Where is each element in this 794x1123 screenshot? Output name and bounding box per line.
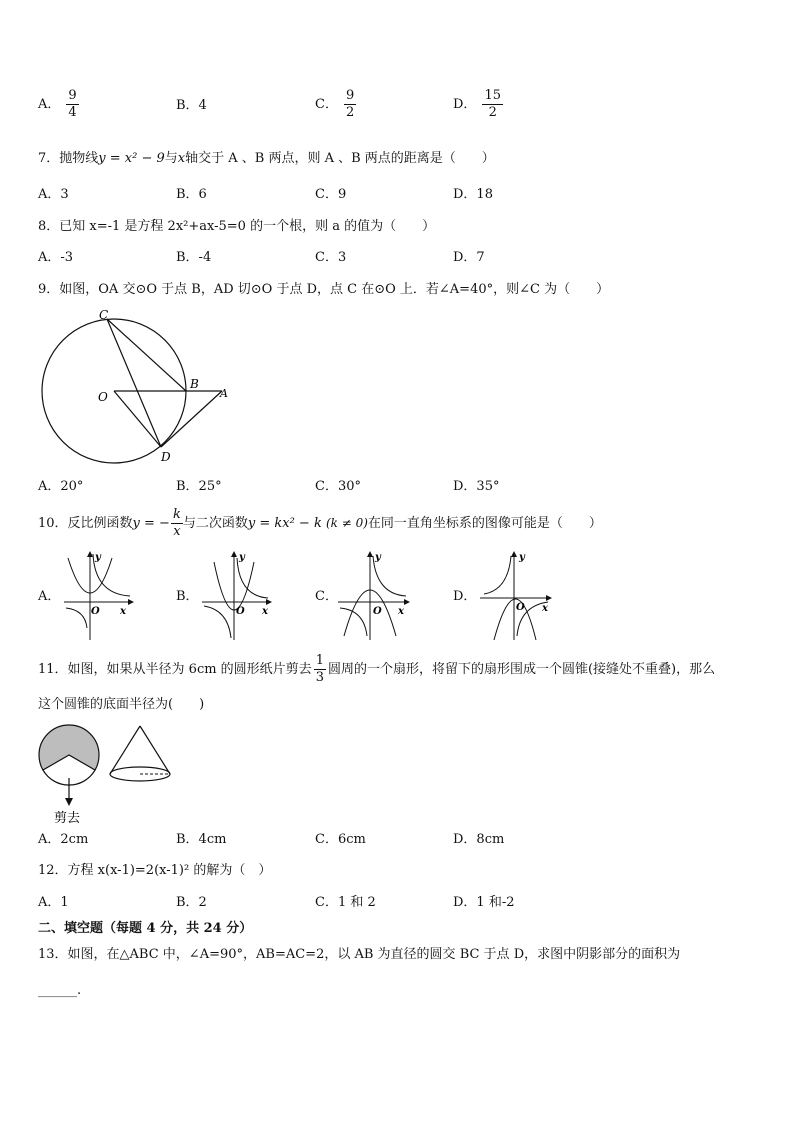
q11-cut-label: 剪去 <box>54 811 81 826</box>
q9-line-ad <box>161 391 222 447</box>
q6-option-a-label: A． <box>38 97 61 112</box>
q12-option-c: C．1 和 2 <box>315 895 376 910</box>
q10-option-b: B． <box>176 589 199 604</box>
q6-option-c-fraction <box>344 88 356 121</box>
q7-question <box>38 150 495 168</box>
q10-d-parabola <box>494 599 536 640</box>
q10-c-o-label: O <box>373 606 382 617</box>
q10-c-x-label: x <box>398 606 404 617</box>
q6-option-d-label: D． <box>453 97 477 112</box>
q7-axis: x <box>177 151 186 166</box>
q9-option-c: C．30° <box>315 479 361 494</box>
q10-f1-den: x <box>171 523 183 540</box>
q10-suffix: 在同一直角坐标系的图像可能是（ ） <box>367 516 602 531</box>
q10-a-x-arrow <box>128 599 134 605</box>
q11-option-d: D．8cm <box>453 832 505 847</box>
q10-graph-b <box>196 548 278 644</box>
q7-option-a: A．3 <box>38 187 69 202</box>
q10-f1-num: k <box>172 507 181 522</box>
q7-option-c: C．9 <box>315 187 347 202</box>
q10-prefix: 10．反比例函数 <box>38 516 133 531</box>
q10-d-y-arrow <box>511 551 517 557</box>
q9-question: 9．如图，OA 交⊙O 于点 B，AD 切⊙O 于点 D，点 C 在⊙O 上．若∠A=40°，则∠C 为（ ） <box>38 282 610 297</box>
q6-c-den: 2 <box>345 105 355 120</box>
q10-d-o-label: O <box>516 602 525 613</box>
q13-answer-blank: ______. <box>38 983 82 998</box>
q9-circle-figure <box>36 305 236 470</box>
q10-d-hyperbola-1 <box>484 556 511 594</box>
q12-option-d: D．1 和-2 <box>453 895 515 910</box>
q11-fraction <box>314 653 326 686</box>
q12-question: 12．方程 x(x-1)=2(x-1)² 的解为（ ） <box>38 863 272 878</box>
q10-d-x-label: x <box>542 603 548 614</box>
q13-question: 13．如图，在△ABC 中，∠A=90°，AB=AC=2，以 AB 为直径的圆交 BC 于点 D，求图中阴影部分的面积为 <box>38 947 681 962</box>
q7-mid: 与 <box>164 151 178 166</box>
q10-a-y-label: y <box>95 552 101 563</box>
q11-suffix: 圆周的一个扇形，将留下的扇形围成一个圆锥(接缝处不重叠)，那么 <box>327 662 716 677</box>
q10-c-hyperbola-2 <box>340 608 367 636</box>
q10-b-x-arrow <box>266 599 272 605</box>
q10-a-o-label: O <box>91 606 100 617</box>
q10-b-y-label: y <box>239 552 245 563</box>
q11-question-line2: 这个圆锥的底面半径为( ) <box>38 697 205 712</box>
q6-option-a-fraction <box>66 88 78 121</box>
q6-option-c-label: C． <box>315 97 338 112</box>
q10-b-hyperbola-1 <box>237 558 268 598</box>
q10-option-a: A． <box>38 589 61 604</box>
q9-label-o: O <box>98 390 108 404</box>
q10-a-y-arrow <box>87 551 93 557</box>
q6-a-den: 4 <box>68 105 77 120</box>
q10-c-x-arrow <box>404 599 410 605</box>
q10-c-y-label: y <box>375 552 381 563</box>
q6-option-d-fraction <box>482 88 503 121</box>
q11-figure <box>36 720 186 828</box>
q6-option-a <box>38 88 79 121</box>
q6-option-d <box>453 88 503 121</box>
q7-suffix: 轴交于 A 、B 两点，则 A 、B 两点的距离是（ ） <box>185 151 495 166</box>
q9-option-a: A．20° <box>38 479 84 494</box>
q9-label-d: D <box>161 450 171 464</box>
q10-b-x-label: x <box>262 606 268 617</box>
q10-graph-c <box>334 548 416 644</box>
q10-option-c: C． <box>315 589 338 604</box>
q10-mid: 与二次函数 <box>182 516 248 531</box>
q6-a-num: 9 <box>68 88 77 103</box>
q9-label-b: B <box>190 377 199 391</box>
q10-a-x-label: x <box>120 606 126 617</box>
q10-graph-d <box>476 548 558 644</box>
q11-question-line1 <box>38 652 715 688</box>
q6-d-num: 15 <box>484 88 501 103</box>
q11-frac-num: 1 <box>315 653 324 668</box>
q7-option-b: B．6 <box>176 187 207 202</box>
q10-question <box>38 505 602 542</box>
q9-line-cb <box>107 319 186 391</box>
q6-c-num: 9 <box>345 88 355 103</box>
q8-question: 8．已知 x=-1 是方程 2x²+ax-5=0 的一个根，则 a 的值为（ ） <box>38 219 436 234</box>
q8-option-b: B．-4 <box>176 250 212 265</box>
q10-c-y-arrow <box>367 551 373 557</box>
q9-line-cd <box>107 319 161 447</box>
q10-graph-a <box>58 548 140 644</box>
q9-option-b: B．25° <box>176 479 222 494</box>
q11-option-c: C．6cm <box>315 832 366 847</box>
q11-option-a: A．2cm <box>38 832 89 847</box>
q10-f1-fraction <box>171 507 183 540</box>
q11-prefix: 11．如图，如果从半径为 6cm 的圆形纸片剪去 <box>38 662 312 677</box>
q10-cond: (k ≠ 0) <box>325 516 368 530</box>
q11-frac-den: 3 <box>315 670 324 685</box>
q8-option-d: D．7 <box>453 250 485 265</box>
q9-label-c: C <box>99 308 109 322</box>
q10-f1-lhs: y = − <box>132 516 170 531</box>
q10-b-o-label: O <box>236 606 245 617</box>
q10-b-hyperbola-2 <box>204 606 231 638</box>
q8-option-c: C．3 <box>315 250 347 265</box>
q11-option-b: B．4cm <box>176 832 227 847</box>
q12-option-b: B．2 <box>176 895 207 910</box>
q6-option-c <box>315 88 356 121</box>
q8-option-a: A．-3 <box>38 250 74 265</box>
q7-formula: y = x² − 9 <box>98 151 165 166</box>
q10-b-y-arrow <box>231 551 237 557</box>
q7-prefix: 7．抛物线 <box>38 151 99 166</box>
section-title-fill-in: 二、填空题（每题 4 分，共 24 分） <box>38 921 253 936</box>
q9-option-d: D．35° <box>453 479 500 494</box>
q6-option-b: B．4 <box>176 98 207 113</box>
q11-arrow-head <box>65 798 73 806</box>
q12-option-a: A．1 <box>38 895 69 910</box>
q10-f2: y = kx² − k <box>247 516 322 531</box>
q10-d-x-arrow <box>546 595 552 601</box>
q10-a-hyperbola-2 <box>66 608 87 628</box>
q7-option-d: D．18 <box>453 187 493 202</box>
q10-option-d: D． <box>453 589 477 604</box>
q6-d-den: 2 <box>482 104 503 121</box>
q9-label-a: A <box>220 387 228 400</box>
q9-line-od <box>114 391 161 447</box>
q10-d-y-label: y <box>519 552 525 563</box>
